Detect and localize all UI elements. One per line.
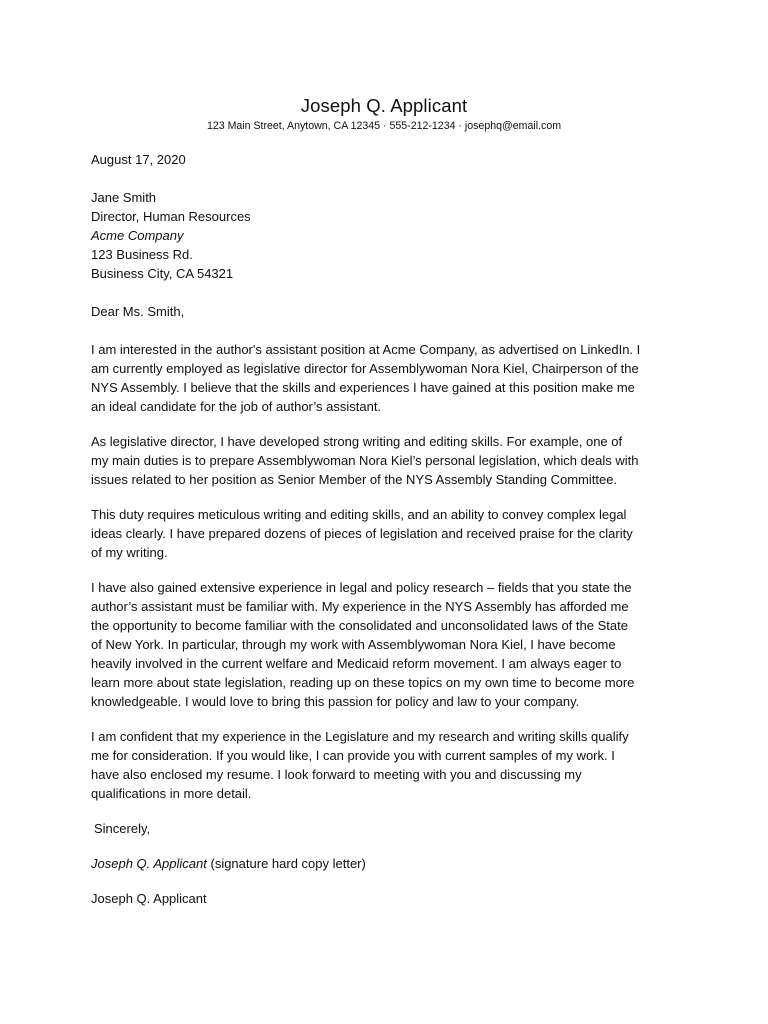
- recipient-block: [91, 188, 691, 283]
- paragraph-line: my main duties is to prepare Assemblywoman Nora Kiel’s personal legislation, which deals with: [91, 453, 639, 468]
- salutation: Dear Ms. Smith,: [91, 304, 185, 319]
- paragraph-line: ideas clearly. I have prepared dozens of pieces of legislation and received praise for the clarity: [91, 526, 633, 541]
- paragraph-line: me for consideration. If you would like, I can provide you with current samples of my work. I: [91, 748, 615, 763]
- letter-date: August 17, 2020: [91, 152, 186, 167]
- paragraph-line: learn more about state legislation, reading up on these topics on my own time to become more: [91, 675, 635, 690]
- signature: Joseph Q. Applicant: [91, 856, 207, 871]
- paragraph-line: I have also gained extensive experience in legal and policy research – fields that you state the: [91, 580, 632, 595]
- paragraph-line: As legislative director, I have developed strong writing and editing skills. For example, one of: [91, 434, 623, 449]
- signature-line: [91, 854, 691, 873]
- paragraph-line: This duty requires meticulous writing and editing skills, and an ability to convey complex legal: [91, 507, 627, 522]
- recipient-name: Jane Smith: [91, 190, 157, 205]
- recipient-city: Business City, CA 54321: [91, 266, 234, 281]
- paragraph-1: [91, 340, 691, 416]
- paragraph-line: issues related to her position as Senior Member of the NYS Assembly Standing Committee.: [91, 472, 618, 487]
- paragraph-line: am currently employed as legislative director for Assemblywoman Nora Kiel, Chairperson of the: [91, 361, 639, 376]
- paragraph-line: author’s assistant must be familiar with. My experience in the NYS Assembly has afforded me: [91, 599, 629, 614]
- paragraph-line: qualifications in more detail.: [91, 786, 252, 801]
- paragraph-2: [91, 432, 691, 489]
- letter-body: [91, 150, 691, 908]
- sender-contact: 123 Main Street, Anytown, CA 12345 · 555-212-1234 · josephq@email.com: [206, 120, 562, 132]
- paragraph-line: an ideal candidate for the job of author’s assistant.: [91, 399, 382, 414]
- paragraph-line: I am interested in the author's assistant position at Acme Company, as advertised on LinkedIn. I: [91, 342, 641, 357]
- paragraph-line: have also enclosed my resume. I look forward to meeting with you and discussing my: [91, 767, 582, 782]
- paragraph-line: heavily involved in the current welfare and Medicaid reform movement. I am always eager to: [91, 656, 622, 671]
- paragraph-5: [91, 727, 691, 803]
- recipient-company: Acme Company: [91, 228, 184, 243]
- paragraph-line: knowledgeable. I would love to bring this passion for policy and law to your company.: [91, 694, 580, 709]
- typed-name: Joseph Q. Applicant: [91, 891, 207, 906]
- recipient-title: Director, Human Resources: [91, 209, 251, 224]
- paragraph-line: NYS Assembly. I believe that the skills and experiences I have gained at this position make me: [91, 380, 635, 395]
- paragraph-line: of my writing.: [91, 545, 168, 560]
- paragraph-line: of New York. In particular, through my work with Assemblywoman Nora Kiel, I have become: [91, 637, 616, 652]
- recipient-street: 123 Business Rd.: [91, 247, 193, 262]
- paragraph-line: the opportunity to become familiar with the consolidated and unconsolidated laws of the State: [91, 618, 628, 633]
- letter-header: [0, 95, 768, 133]
- paragraph-3: [91, 505, 691, 562]
- signature-note: (signature hard copy letter): [206, 856, 366, 871]
- sender-name: Joseph Q. Applicant: [300, 95, 468, 116]
- closing: Sincerely,: [94, 821, 151, 836]
- paragraph-line: I am confident that my experience in the Legislature and my research and writing skills qualify: [91, 729, 629, 744]
- paragraph-4: [91, 578, 691, 711]
